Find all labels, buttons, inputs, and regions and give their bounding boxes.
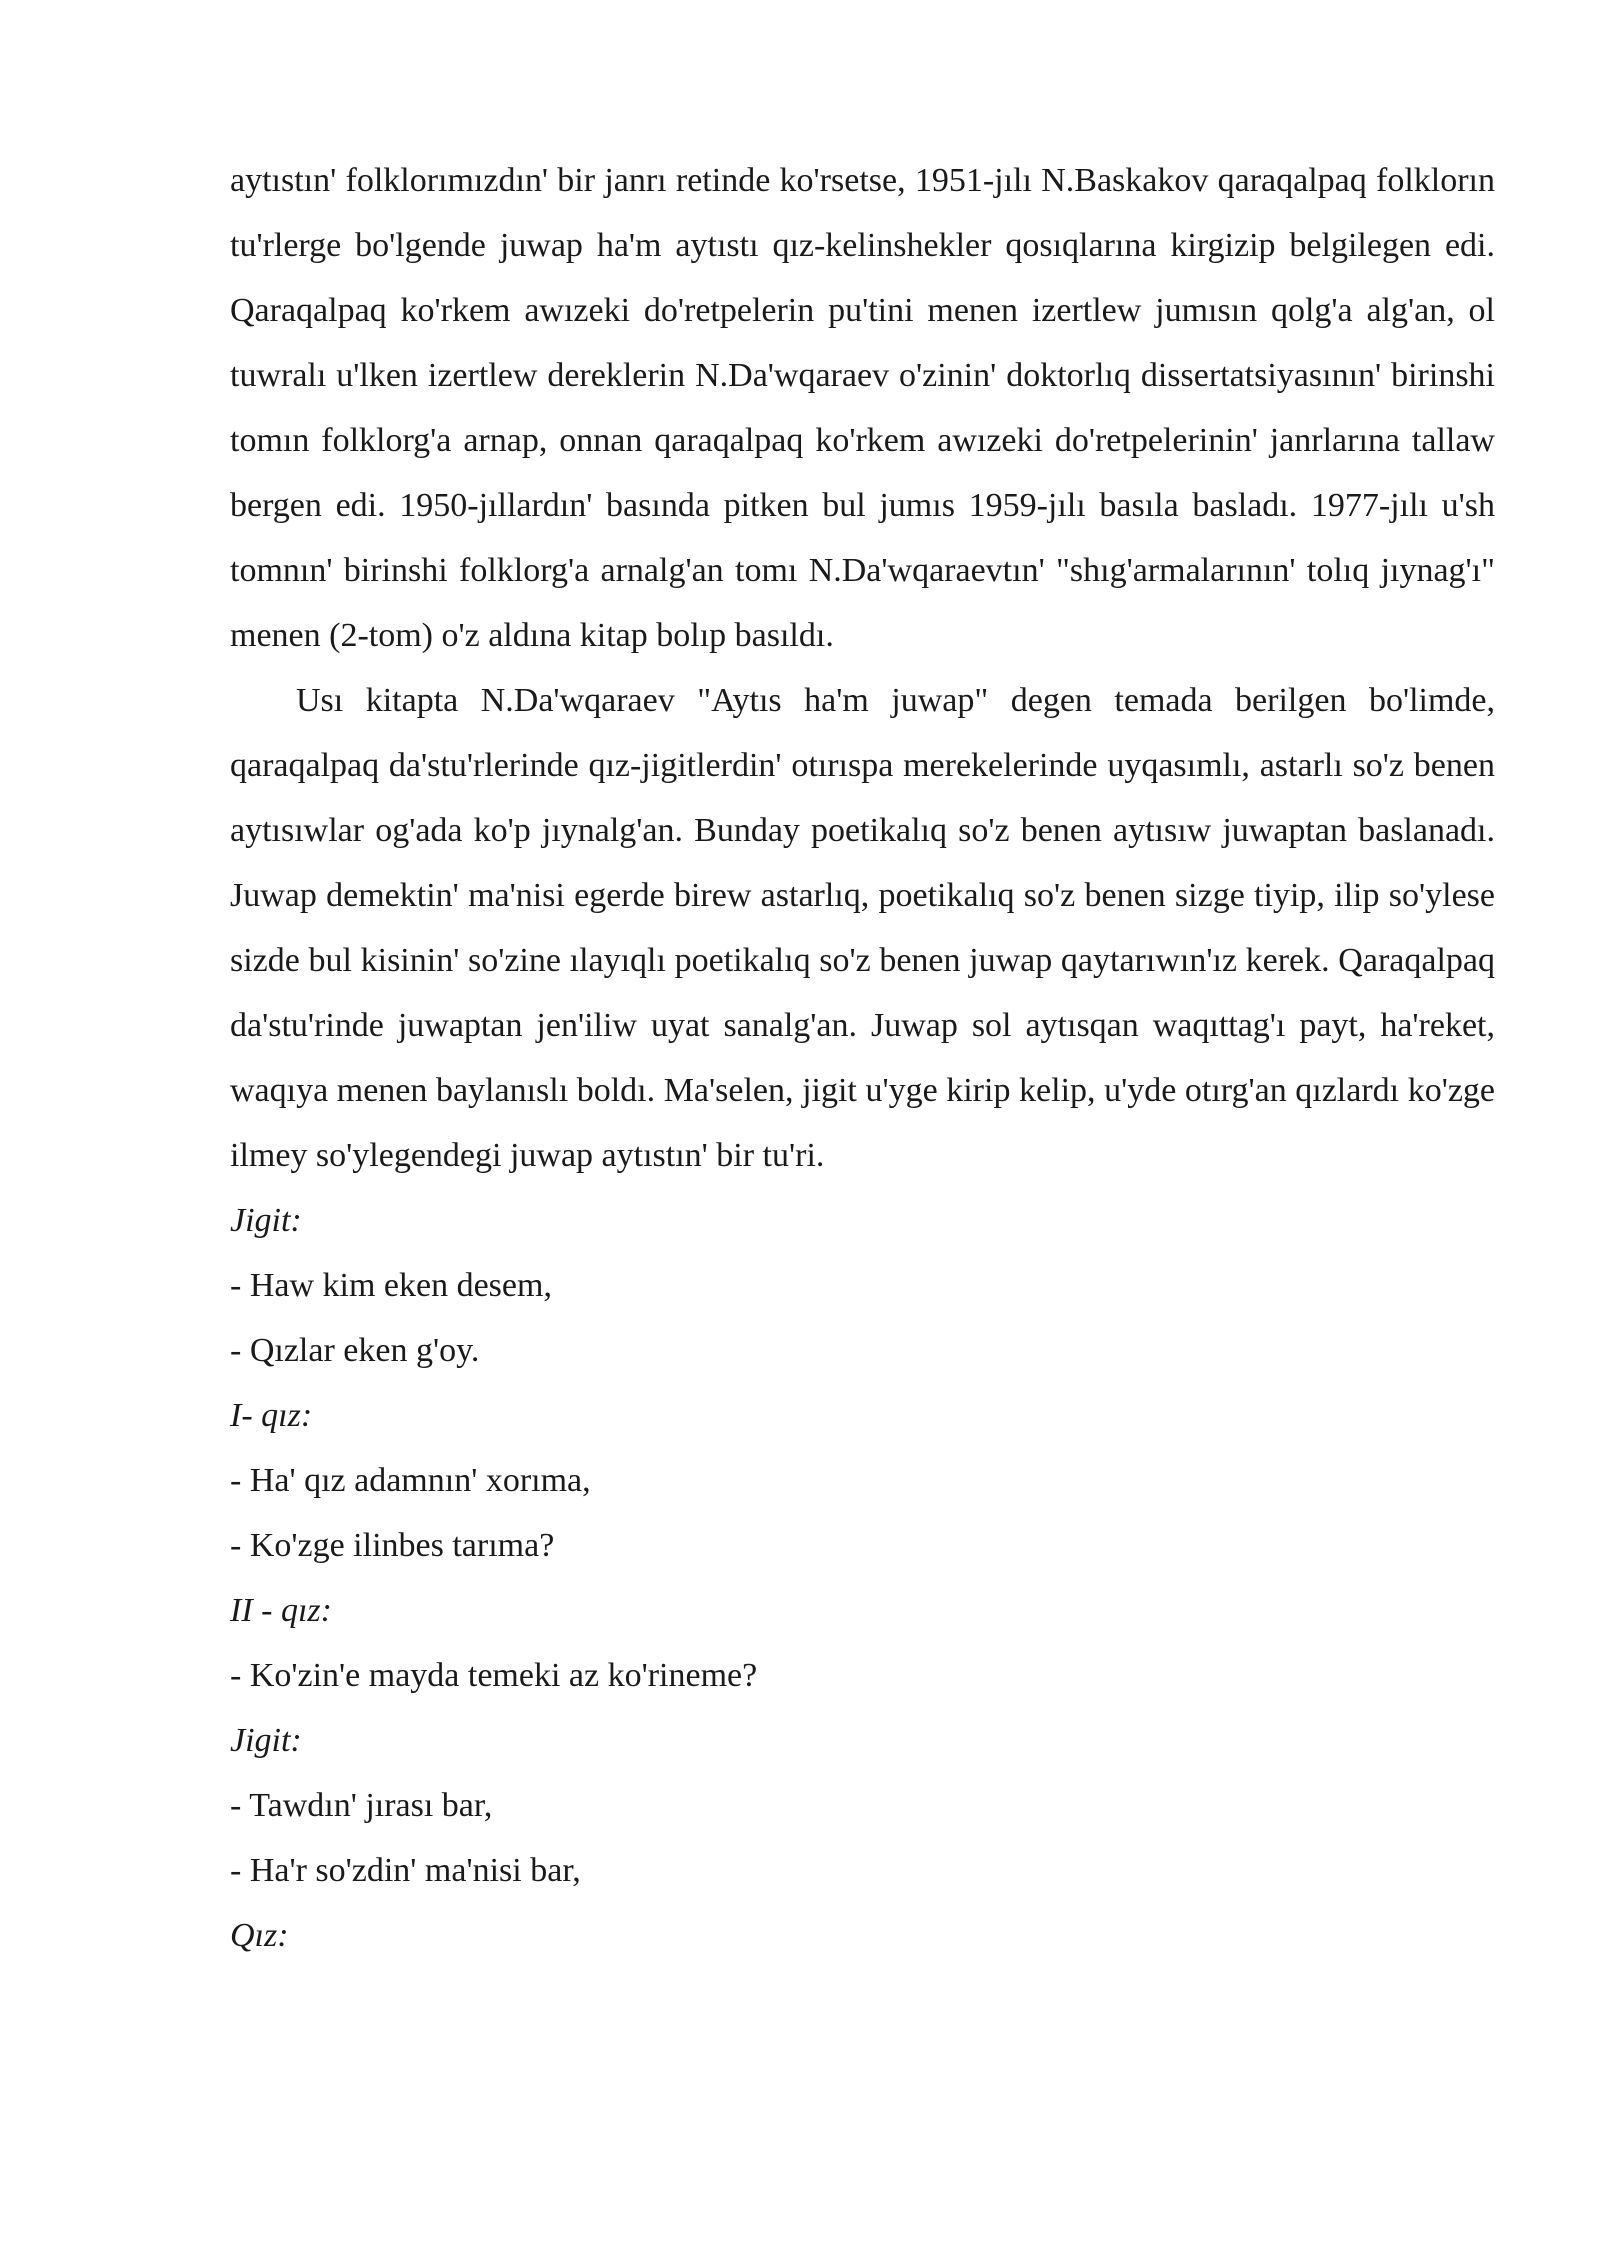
dialogue-line: - Ko'zge ilinbes tarıma? [230,1527,555,1564]
speaker-label: II - qız: [230,1592,332,1629]
speaker-label: Jigit: [230,1202,302,1239]
dialogue-line: - Ha'r so'zdin' ma'nisi bar, [230,1852,581,1889]
speaker-label: Jigit: [230,1722,302,1759]
dialogue-line: - Ko'zin'e mayda temeki az ko'rineme? [230,1657,758,1694]
body-paragraph: aytıstın' folklorımızdın' bir janrı retinde ko'rsetse, 1951-jılı N.Baskakov qaraqalpaq folklorın tu'rlerge bo'lgende juwap ha'm aytıstı qız-kelinshekler qosıqlarına kirgizip belgilegen edi. Qaraqalpaq ko'rkem awızeki do'retpelerin pu'tini menen izertlew jumısın qolg'a alg'an, ol tuwralı u'lken izertlew dereklerin N.Da'wqaraev o'zinin' doktorlıq dissertatsiyasının' birinshi tomın folklorg'a arnap, onnan qaraqalpaq ko'rkem awızeki do'retpelerinin' janrlarına tallaw bergen edi. 1950-jıllardın' basında pitken bul jumıs 1959-jılı basıla basladı. 1977-jılı u'sh tomnın' birinshi folklorg'a arnalg'an tomı N.Da'wqaraevtın' "shıg'armalarının' tolıq jıynag'ı" menen (2-tom) o'z aldına kitap bolıp basıldı. [230,162,1495,654]
document-page [230,148,1495,1968]
dialogue-line: - Haw kim eken desem, [230,1267,552,1304]
dialogue-block [230,1188,1495,1968]
speaker-label: I- qız: [230,1397,313,1434]
dialogue-line: - Qızlar eken g'oy. [230,1332,480,1369]
dialogue-line: - Tawdın' jırası bar, [230,1787,493,1824]
body-paragraph: Usı kitapta N.Da'wqaraev "Aytıs ha'm juwap" degen temada berilgen bo'limde, qaraqalpaq da'stu'rlerinde qız-jigitlerdin' otırıspa merekelerinde uyqasımlı, astarlı so'z benen aytısıwlar og'ada ko'p jıynalg'an. Bunday poetikalıq so'z benen aytısıw juwaptan baslanadı. Juwap demektin' ma'nisi egerde birew astarlıq, poetikalıq so'z benen sizge tiyip, ilip so'ylese sizde bul kisinin' so'zine ılayıqlı poetikalıq so'z benen juwap qaytarıwın'ız kerek. Qaraqalpaq da'stu'rinde juwaptan jen'iliw uyat sanalg'an. Juwap sol aytısqan waqıttag'ı payt, ha'reket, waqıya menen baylanıslı boldı. Ma'selen, jigit u'yge kirip kelip, u'yde otırg'an qızlardı ko'zge ilmey so'ylegendegi juwap aytıstın' bir tu'ri. [230,682,1495,1174]
dialogue-line: - Ha' qız adamnın' xorıma, [230,1462,591,1499]
speaker-label: Qız: [230,1917,289,1954]
